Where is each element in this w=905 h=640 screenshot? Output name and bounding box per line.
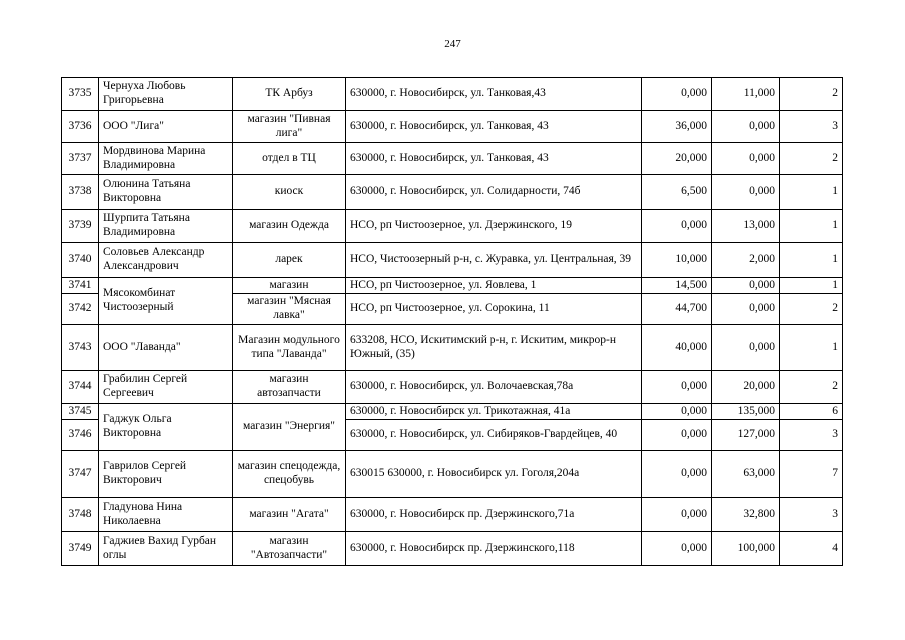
organization-name: Гаджук Ольга Викторовна bbox=[99, 404, 233, 451]
address-text: г. Новосибирск, ул. Волочаевская,78а bbox=[390, 380, 574, 393]
table-row bbox=[62, 278, 843, 294]
value-2: 127,000 bbox=[712, 420, 780, 451]
facility-type: ТК Арбуз bbox=[233, 78, 346, 111]
address-text: г. Новосибирск, ул. Танковая,43 bbox=[390, 87, 546, 100]
value-1: 0,000 bbox=[642, 420, 712, 451]
postal-code: 630000, bbox=[350, 151, 388, 164]
value-2: 0,000 bbox=[712, 111, 780, 143]
facility-type: магазин "Пивная лига" bbox=[233, 111, 346, 143]
postal-code: 630000, bbox=[350, 380, 388, 393]
value-2: 13,000 bbox=[712, 210, 780, 243]
count: 1 bbox=[780, 325, 843, 371]
postal-code: 630000, bbox=[350, 404, 388, 417]
organization-name: Гаврилов Сергей Викторович bbox=[99, 451, 233, 498]
facility-type: магазин автозапчасти bbox=[233, 371, 346, 404]
organization-name: Гладунова Нина Николаевна bbox=[99, 498, 233, 532]
address bbox=[346, 175, 642, 210]
row-id: 3748 bbox=[62, 498, 99, 532]
address bbox=[346, 532, 642, 566]
table-row bbox=[62, 451, 843, 498]
registry-table bbox=[61, 77, 843, 566]
organization-name: ООО "Лига" bbox=[99, 111, 233, 143]
value-2: 135,000 bbox=[712, 404, 780, 420]
address bbox=[346, 111, 642, 143]
value-1: 44,700 bbox=[642, 294, 712, 325]
table-row bbox=[62, 175, 843, 210]
address: НСО, рп Чистоозерное, ул. Дзержинского, 19 bbox=[346, 210, 642, 243]
count: 6 bbox=[780, 404, 843, 420]
postal-code: 630000, bbox=[350, 507, 388, 520]
address: НСО, Чистоозерный р-н, с. Журавка, ул. Центральная, 39 bbox=[346, 243, 642, 278]
address: 630015 630000, г. Новосибирск ул. Гоголя,204а bbox=[346, 451, 642, 498]
row-id: 3736 bbox=[62, 111, 99, 143]
page-number: 247 bbox=[444, 38, 461, 50]
value-1: 14,500 bbox=[642, 278, 712, 294]
facility-type: отдел в ТЦ bbox=[233, 143, 346, 175]
facility-type: Магазин модульного типа "Лаванда" bbox=[233, 325, 346, 371]
row-id: 3745 bbox=[62, 404, 99, 420]
value-1: 0,000 bbox=[642, 451, 712, 498]
address bbox=[346, 143, 642, 175]
row-id: 3735 bbox=[62, 78, 99, 111]
address: 630000, г. Новосибирск, ул. Сибиряков-Гвардейцев, 40 bbox=[346, 420, 642, 451]
value-2: 0,000 bbox=[712, 143, 780, 175]
value-2: 32,800 bbox=[712, 498, 780, 532]
row-id: 3740 bbox=[62, 243, 99, 278]
value-2: 11,000 bbox=[712, 78, 780, 111]
table-row bbox=[62, 143, 843, 175]
value-2: 2,000 bbox=[712, 243, 780, 278]
address-text: г. Новосибирск пр. Дзержинского,71а bbox=[390, 507, 575, 520]
facility-type: магазин Одежда bbox=[233, 210, 346, 243]
value-2: 0,000 bbox=[712, 278, 780, 294]
row-id: 3744 bbox=[62, 371, 99, 404]
address-text: г. Новосибирск, ул. Танковая, 43 bbox=[390, 151, 549, 164]
facility-type: киоск bbox=[233, 175, 346, 210]
address bbox=[346, 404, 642, 420]
organization-name: Олюнина Татьяна Викторовна bbox=[99, 175, 233, 210]
table-row bbox=[62, 532, 843, 566]
postal-code: 630000, bbox=[350, 541, 388, 554]
table-row bbox=[62, 498, 843, 532]
postal-code: 630000, bbox=[350, 87, 388, 100]
count: 1 bbox=[780, 175, 843, 210]
facility-type: магазин "Мясная лавка" bbox=[233, 294, 346, 325]
facility-type: магазин "Энергия" bbox=[233, 404, 346, 451]
organization-name: Чернуха Любовь Григорьевна bbox=[99, 78, 233, 111]
value-1: 0,000 bbox=[642, 532, 712, 566]
address-text: г. Новосибирск, ул. Солидарности, 74б bbox=[390, 185, 581, 198]
value-1: 6,500 bbox=[642, 175, 712, 210]
count: 2 bbox=[780, 294, 843, 325]
address-text: г. Новосибирск ул. Трикотажная, 41а bbox=[390, 404, 571, 417]
address bbox=[346, 78, 642, 111]
table-row bbox=[62, 210, 843, 243]
value-1: 0,000 bbox=[642, 371, 712, 404]
value-1: 0,000 bbox=[642, 404, 712, 420]
address bbox=[346, 371, 642, 404]
address: НСО, рп Чистоозерное, ул. Яовлева, 1 bbox=[346, 278, 642, 294]
postal-code: 630000, bbox=[350, 185, 388, 198]
value-1: 40,000 bbox=[642, 325, 712, 371]
row-id: 3747 bbox=[62, 451, 99, 498]
count: 3 bbox=[780, 111, 843, 143]
organization-name: Мясокомбинат Чистоозерный bbox=[99, 278, 233, 325]
address: 633208, НСО, Искитимский р-н, г. Искитим, микрор-н Южный, (35) bbox=[346, 325, 642, 371]
organization-name: ООО "Лаванда" bbox=[99, 325, 233, 371]
value-1: 0,000 bbox=[642, 210, 712, 243]
table-row bbox=[62, 111, 843, 143]
organization-name: Соловьев Александр Александрович bbox=[99, 243, 233, 278]
count: 4 bbox=[780, 532, 843, 566]
address bbox=[346, 498, 642, 532]
value-2: 0,000 bbox=[712, 325, 780, 371]
row-id: 3746 bbox=[62, 420, 99, 451]
value-2: 100,000 bbox=[712, 532, 780, 566]
count: 1 bbox=[780, 278, 843, 294]
table-row bbox=[62, 404, 843, 420]
value-2: 63,000 bbox=[712, 451, 780, 498]
table-row bbox=[62, 371, 843, 404]
table-row bbox=[62, 325, 843, 371]
count: 1 bbox=[780, 243, 843, 278]
value-1: 0,000 bbox=[642, 498, 712, 532]
row-id: 3738 bbox=[62, 175, 99, 210]
value-1: 36,000 bbox=[642, 111, 712, 143]
organization-name: Мордвинова Марина Владимировна bbox=[99, 143, 233, 175]
value-1: 10,000 bbox=[642, 243, 712, 278]
address-text: г. Новосибирск, ул. Танковая, 43 bbox=[390, 119, 549, 132]
value-1: 20,000 bbox=[642, 143, 712, 175]
row-id: 3741 bbox=[62, 278, 99, 294]
facility-type: магазин bbox=[233, 278, 346, 294]
organization-name: Грабилин Сергей Сергеевич bbox=[99, 371, 233, 404]
address-text: г. Новосибирск пр. Дзержинского,118 bbox=[390, 541, 575, 554]
row-id: 3743 bbox=[62, 325, 99, 371]
organization-name: Шурпита Татьяна Владимировна bbox=[99, 210, 233, 243]
table-row bbox=[62, 78, 843, 111]
value-1: 0,000 bbox=[642, 78, 712, 111]
address: НСО, рп Чистоозерное, ул. Сорокина, 11 bbox=[346, 294, 642, 325]
facility-type: магазин спецодежда, спецобувь bbox=[233, 451, 346, 498]
value-2: 20,000 bbox=[712, 371, 780, 404]
count: 1 bbox=[780, 210, 843, 243]
facility-type: магазин "Автозапчасти" bbox=[233, 532, 346, 566]
postal-code: 630000, bbox=[350, 119, 388, 132]
organization-name: Гаджиев Вахид Гурбан оглы bbox=[99, 532, 233, 566]
value-2: 0,000 bbox=[712, 294, 780, 325]
count: 2 bbox=[780, 143, 843, 175]
facility-type: магазин "Агата" bbox=[233, 498, 346, 532]
row-id: 3739 bbox=[62, 210, 99, 243]
count: 7 bbox=[780, 451, 843, 498]
row-id: 3749 bbox=[62, 532, 99, 566]
count: 2 bbox=[780, 371, 843, 404]
value-2: 0,000 bbox=[712, 175, 780, 210]
count: 2 bbox=[780, 78, 843, 111]
row-id: 3742 bbox=[62, 294, 99, 325]
facility-type: ларек bbox=[233, 243, 346, 278]
row-id: 3737 bbox=[62, 143, 99, 175]
count: 3 bbox=[780, 498, 843, 532]
table-row bbox=[62, 243, 843, 278]
count: 3 bbox=[780, 420, 843, 451]
